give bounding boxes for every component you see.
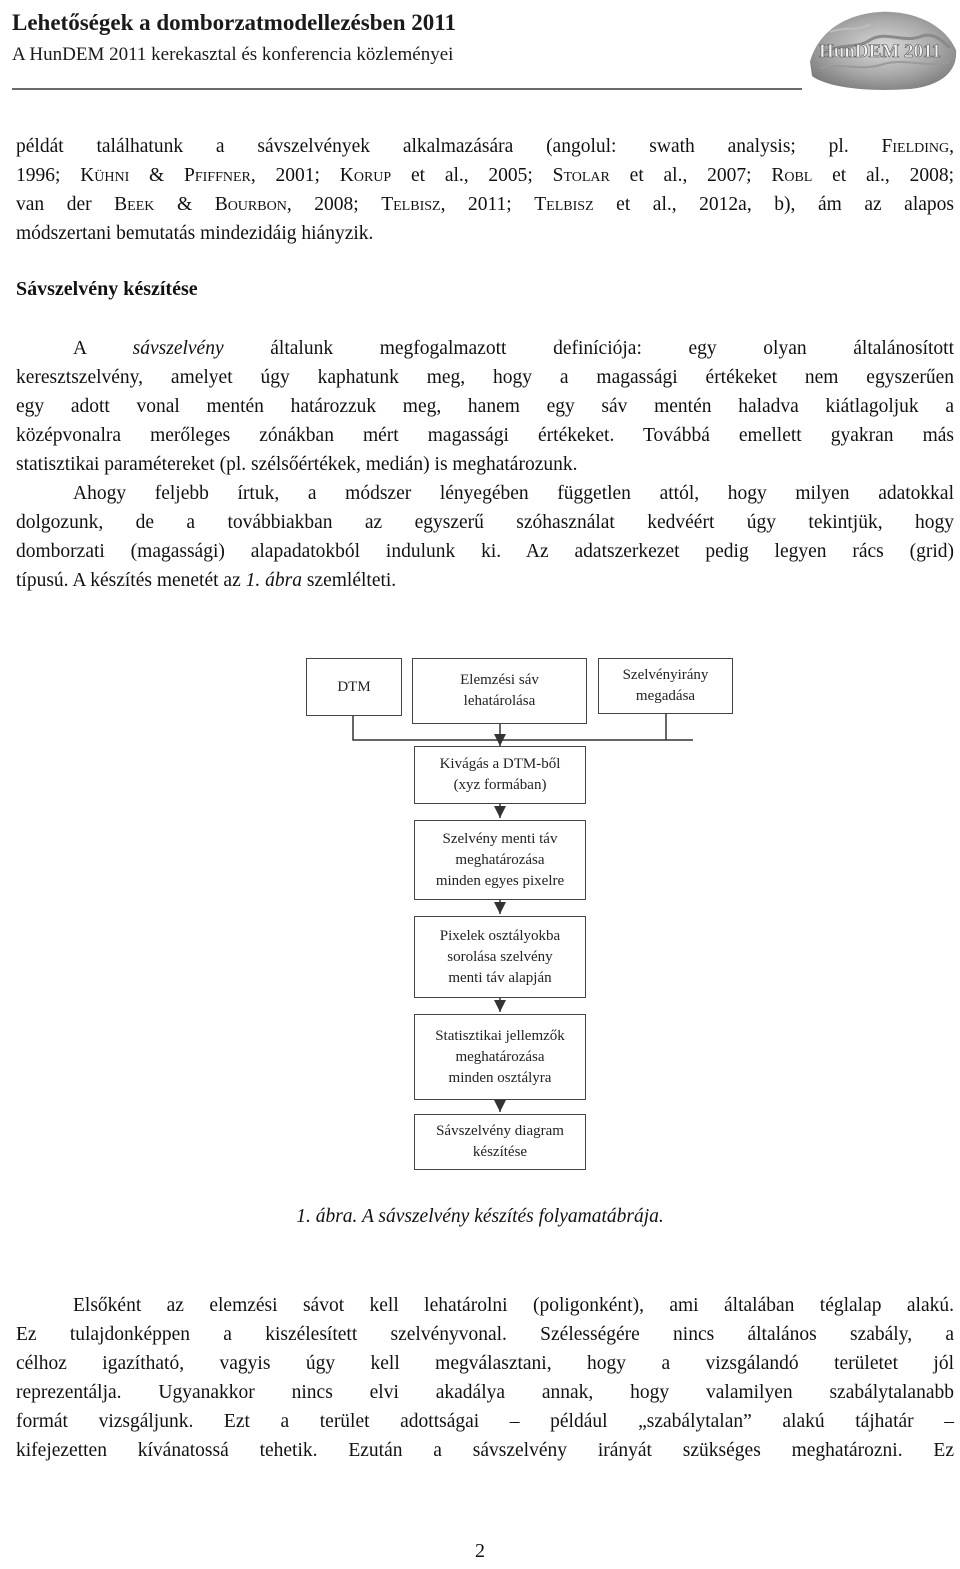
intro-paragraph xyxy=(16,132,954,248)
box-label-line: Elemzési sáv xyxy=(460,672,539,688)
author-name: Stolar xyxy=(552,165,610,186)
text-line: keresztszelvény, amelyet úgy kaphatunk meg, hogy a magassági értékeket nem egyszerűen xyxy=(16,367,954,388)
text-line: van der Beek & Bourbon, 2008; Telbisz, 2011; Telbisz et al., 2012a, b), ám az alapos xyxy=(16,194,954,215)
box-label-line: lehatárolása xyxy=(463,693,536,709)
text-line: reprezentálja. Ugyanakkor nincs elvi akadálya annak, hogy valamilyen szabálytalanabb xyxy=(16,1382,954,1403)
page-number: 2 xyxy=(475,1540,485,1562)
text-line: dolgozunk, de a továbbiakban az egyszerű szóhasználat kedvéért úgy tekintjük, hogy xyxy=(16,512,954,533)
box-label-line: DTM xyxy=(337,678,371,695)
author-name: Robl xyxy=(771,165,813,186)
flowchart-figure xyxy=(0,640,960,1180)
hundem-logo xyxy=(800,2,960,92)
box-label-line: minden egyes pixelre xyxy=(435,872,565,889)
box-label-line: megadása xyxy=(635,688,696,704)
box-label-line: meghatározása xyxy=(455,851,545,868)
box-stats xyxy=(414,1014,586,1100)
text-line: kifejezetten kívánatossá tehetik. Ezután a sávszelvény irányát szükséges meghatározni. Ez xyxy=(16,1440,954,1461)
text-line: típusú. A készítés menetét az 1. ábra szemlélteti. xyxy=(16,570,397,591)
box-label-line: minden osztályra xyxy=(448,1069,552,1086)
box-label-line: sorolása szelvény xyxy=(447,948,553,965)
box-diagram xyxy=(414,1114,586,1170)
box-label-line: Sávszelvény diagram xyxy=(436,1123,564,1139)
italic-term: sávszelvény xyxy=(132,338,224,359)
box-dtm xyxy=(306,658,402,716)
author-name: Telbisz xyxy=(381,194,441,215)
body-paragraph-1 xyxy=(16,334,954,595)
author-name: Bourbon xyxy=(214,194,287,215)
text-line: Elsőként az elemzési sávot kell lehatárolni (poligonként), ami általában téglalap alakú. xyxy=(73,1295,954,1316)
text-line: domborzati (magassági) alapadatokból indulunk ki. Az adatszerkezet pedig legyen rács (grid) xyxy=(16,541,954,562)
text-line: Ez tulajdonképpen a kiszélesített szelvényvonal. Szélességére nincs általános szabály, a xyxy=(16,1324,954,1345)
text-line: példát találhatunk a sávszelvények alkalmazására (angolul: swath analysis; pl. Fielding, xyxy=(16,136,954,157)
text-line: Ahogy feljebb írtuk, a módszer lényegében független attól, hogy milyen adatokkal xyxy=(73,483,954,504)
text-line: statisztikai paramétereket (pl. szélsőértékek, medián) is meghatározunk. xyxy=(16,454,578,475)
running-header xyxy=(0,0,960,96)
body-paragraph-2 xyxy=(16,1291,954,1465)
text-line: célhoz igazítható, vagyis úgy kell megválasztani, hogy a vizsgálandó területet jól xyxy=(16,1353,954,1374)
box-label-line: menti táv alapján xyxy=(448,969,552,986)
text-line: egy adott vonal mentén határozzuk meg, hanem egy sáv mentén haladva kiátlagoljuk a xyxy=(16,396,954,417)
text-line: középvonalra merőleges zónákban mért magassági értékeket. Továbbá emellett gyakran más xyxy=(16,425,954,446)
logo-text: HunDEM 2011 xyxy=(819,41,941,62)
box-clip xyxy=(414,746,586,804)
figure-caption: 1. ábra. A sávszelvény készítés folyamatábrája. xyxy=(296,1206,664,1227)
text-line: módszertani bemutatás mindezidáig hiányzik. xyxy=(16,223,374,244)
author-name: Kühni xyxy=(80,165,130,186)
section-heading: Sávszelvény készítése xyxy=(16,278,198,300)
header-divider xyxy=(12,88,802,90)
box-label-line: Szelvényirány xyxy=(622,667,709,683)
text-line: formát vizsgáljunk. Ezt a terület adottságai – például „szabálytalan” alakú tájhatár – xyxy=(16,1411,954,1432)
text-line: A sávszelvény általunk megfogalmazott definíciója: egy olyan általánosított xyxy=(73,338,954,359)
box-label-line: Szelvény menti táv xyxy=(442,830,558,847)
box-band xyxy=(412,658,587,724)
box-classes xyxy=(414,916,586,998)
box-label-line: Statisztikai jellemzők xyxy=(435,1027,565,1044)
italic-term: 1. ábra xyxy=(245,570,302,591)
author-name: Pfiffner xyxy=(184,165,251,186)
box-label-line: meghatározása xyxy=(455,1048,545,1065)
box-label-line: készítése xyxy=(472,1144,528,1160)
author-name: Beek xyxy=(114,194,155,215)
author-name: Fielding xyxy=(881,136,950,157)
box-label-line: Kivágás a DTM-ből xyxy=(439,756,561,772)
box-label-line: (xyz formában) xyxy=(453,777,547,793)
header-title: Lehetőségek a domborzatmodellezésben 2011 xyxy=(12,10,456,35)
box-distance xyxy=(414,820,586,900)
text-line: 1996; Kühni & Pfiffner, 2001; Korup et al., 2005; Stolar et al., 2007; Robl et al., 2008; xyxy=(16,165,954,186)
box-direction xyxy=(598,658,733,714)
header-subtitle: A HunDEM 2011 kerekasztal és konferencia közleményei xyxy=(12,44,454,65)
author-name: Telbisz xyxy=(534,194,594,215)
box-label-line: Pixelek osztályokba xyxy=(439,927,561,944)
author-name: Korup xyxy=(339,165,392,186)
